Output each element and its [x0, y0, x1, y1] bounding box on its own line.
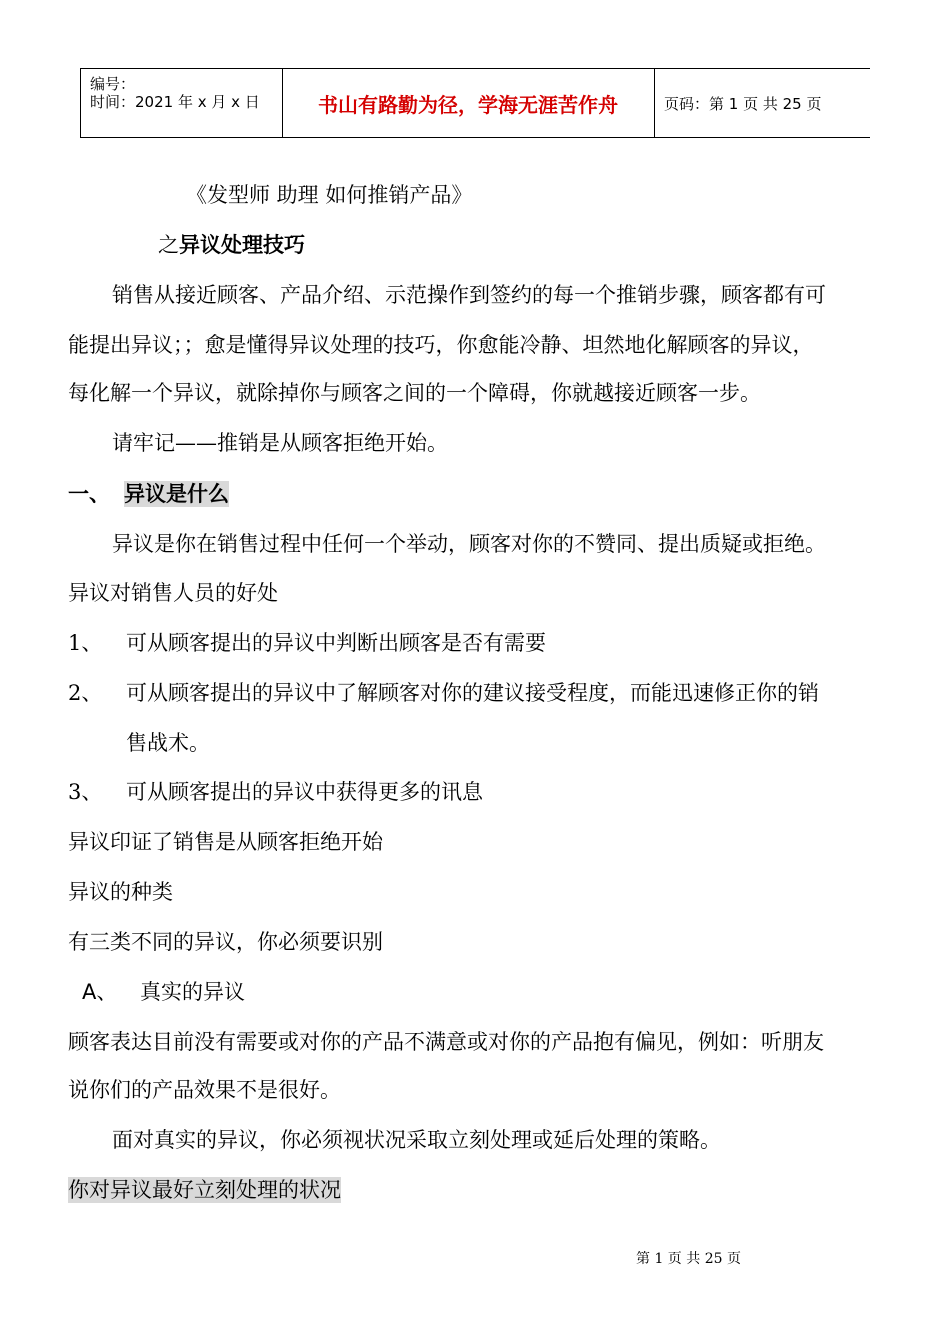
page-footer: 第 1 页 共 25 页: [636, 1251, 741, 1267]
typeA-number: A、: [82, 980, 118, 1004]
types-heading: 异议的种类: [68, 880, 173, 904]
proof-heading: 异议印证了销售是从顾客拒绝开始: [68, 830, 383, 854]
doc-number-label: 编号：: [90, 75, 136, 93]
typeA-title: 真实的异议: [140, 980, 245, 1004]
item1-text: 可从顾客提出的异议中判断出顾客是否有需要: [126, 631, 546, 655]
header-motto: 书山有路勤为径，学海无涯苦作舟: [318, 92, 618, 117]
types-intro: 有三类不同的异议，你必须要识别: [68, 930, 383, 954]
intro-line-2: 能提出异议；；愈是懂得异议处理的技巧，你愈能冷静、坦然地化解顾客的异议，: [68, 333, 814, 357]
typeA-desc-line-2: 说你们的产品效果不是很好。: [68, 1078, 341, 1102]
section1-number: 一、: [68, 482, 110, 506]
typeA-strategy: 面对真实的异议，你必须视状况采取立刻处理或延后处理的策略。: [112, 1128, 721, 1152]
definition-line: 异议是你在销售过程中任何一个举动，顾客对你的不赞同、提出质疑或拒绝。: [112, 532, 826, 556]
intro-line-1: 销售从接近顾客、产品介绍、示范操作到签约的每一个推销步骤，顾客都有可: [112, 283, 826, 307]
document-subtitle: [158, 232, 305, 258]
section1-title: 异议是什么: [124, 482, 229, 506]
subtitle-prefix: 之: [158, 233, 179, 257]
header-divider-2: [654, 69, 655, 137]
header-border-left: [80, 69, 81, 137]
item3-number: 3、: [68, 780, 103, 804]
item2-continuation: 售战术。: [126, 731, 210, 755]
subtitle-main: 异议处理技巧: [179, 233, 305, 257]
doc-date-label: 时间：2021 年 x 月 x 日: [90, 93, 260, 111]
header-table: [80, 68, 870, 138]
document-title: 《发型师 助理 如何推销产品》: [186, 183, 473, 207]
header-page-label: 页码：第 1 页 共 25 页: [664, 95, 822, 113]
item1-number: 1、: [68, 631, 103, 655]
item2-number: 2、: [68, 681, 103, 705]
intro-line-3: 每化解一个异议，就除掉你与顾客之间的一个障碍，你就越接近顾客一步。: [68, 381, 761, 405]
typeA-desc-line-1: 顾客表达目前没有需要或对你的产品不满意或对你的产品抱有偏见，例如：听朋友: [68, 1030, 824, 1054]
remember-line: 请牢记——推销是从顾客拒绝开始。: [112, 431, 448, 455]
benefits-heading: 异议对销售人员的好处: [68, 581, 278, 605]
item2-text: 可从顾客提出的异议中了解顾客对你的建议接受程度，而能迅速修正你的销: [126, 681, 819, 705]
immediate-heading: 你对异议最好立刻处理的状况: [68, 1178, 341, 1202]
item3-text: 可从顾客提出的异议中获得更多的讯息: [126, 780, 483, 804]
header-meta: [90, 75, 260, 111]
